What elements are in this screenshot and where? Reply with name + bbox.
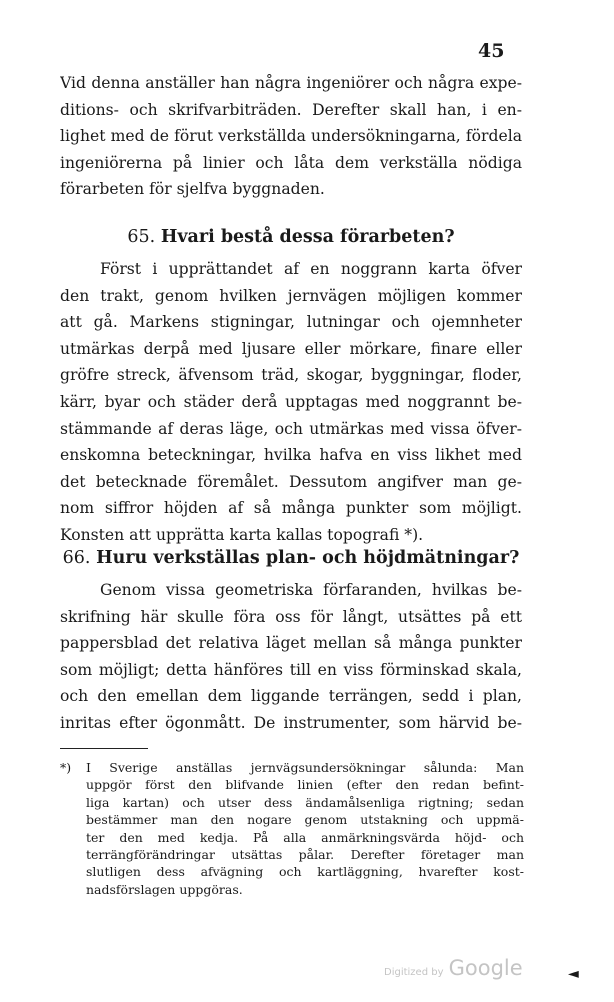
- footnote-line: uppgör först den blifvande linien (efter den redan befint-: [86, 777, 524, 793]
- text-line: nom siffror höjden af så många punkter som möjligt.: [60, 499, 522, 518]
- text-line: utmärkas derpå med ljusare eller mörkare, finare eller: [60, 339, 522, 358]
- corner-arrow-icon: ◄: [568, 966, 579, 982]
- footnote: [60, 759, 524, 898]
- text-line: inritas efter ögonmått. De instrumenter, som härvid be-: [60, 713, 522, 732]
- section-heading-65: [60, 223, 522, 251]
- text-line: gröfre streck, äfvensom träd, skogar, byggningar, floder,: [60, 366, 522, 385]
- paragraph-66: [60, 577, 522, 737]
- section-number: 65.: [127, 227, 156, 247]
- text-line: som möjligt; detta hänföres till en viss förminskad skala,: [60, 660, 522, 679]
- section-title: Hvari bestå dessa förarbeten?: [160, 227, 455, 247]
- text-line: ingeniörerna på linier och låta dem verkställa nödiga: [60, 153, 522, 172]
- text-line: Genom vissa geometriska förfaranden, hvilkas be-: [100, 581, 522, 599]
- footnote-line: nadsförslagen uppgöras.: [86, 881, 243, 897]
- text-line: Först i upprättandet af en noggrann karta öfver: [100, 260, 522, 278]
- footnote-marker: *): [60, 760, 72, 775]
- section-title: Huru verkställas plan- och höjdmätningar?: [96, 548, 520, 568]
- page-number: 45: [478, 40, 505, 62]
- digitized-watermark: [384, 956, 523, 980]
- text-line: att gå. Markens stigningar, lutningar och ojemnheter: [60, 313, 522, 332]
- footnote-line: I Sverige anställas jernvägsundersökningar sålunda: Man: [86, 760, 524, 775]
- footnote-line: liga kartan) och utser dess ändamålsenliga rigtning; sedan: [86, 794, 524, 810]
- paragraph-continuation: [60, 70, 522, 203]
- text-line: den trakt, genom hvilken jernvägen möjligen kommer: [60, 286, 522, 305]
- text-line: och den emellan dem liggande terrängen, sedd i plan,: [60, 687, 522, 706]
- section-number: 66.: [62, 548, 91, 568]
- text-line: enskomna beteckningar, hvilka hafva en viss likhet med: [60, 446, 522, 465]
- footnote-line: terrängförändringar utsättas pålar. Derefter företager man: [86, 846, 524, 862]
- text-line: Konsten att upprätta karta kallas topografi *).: [60, 525, 424, 544]
- footnote-line: slutligen dess afvägning och kartläggning, hvarefter kost-: [86, 864, 524, 880]
- text-line: Vid denna anställer han några ingeniörer och några expe-: [60, 74, 522, 92]
- text-line: det betecknade föremålet. Dessutom angifver man ge-: [60, 472, 522, 491]
- footnote-line: bestämmer man den nogare genom utstakning och uppmä-: [86, 812, 524, 828]
- text-line: skrifning här skulle föra oss för långt, utsättes på ett: [60, 607, 522, 626]
- footnote-line: ter den med kedja. På alla anmärkningsvärda höjd- och: [86, 829, 524, 845]
- google-logo: Google: [448, 956, 523, 980]
- text-line: förarbeten för sjelfva byggnaden.: [60, 180, 325, 199]
- text-line: kärr, byar och städer derå upptagas med noggrannt be-: [60, 392, 522, 411]
- text-line: stämmande af deras läge, och utmärkas med vissa öfver-: [60, 419, 522, 438]
- footnote-divider: [60, 748, 148, 749]
- paragraph-65: [60, 256, 522, 549]
- watermark-prefix: Digitized by: [384, 967, 444, 978]
- section-heading-66: [60, 544, 522, 572]
- text-line: ditions- och skrifvarbiträden. Derefter skall han, i en-: [60, 100, 522, 119]
- text-line: pappersblad det relativa läget mellan så många punkter: [60, 634, 522, 653]
- text-line: lighet med de förut verkställda undersökningarna, fördela: [60, 127, 522, 146]
